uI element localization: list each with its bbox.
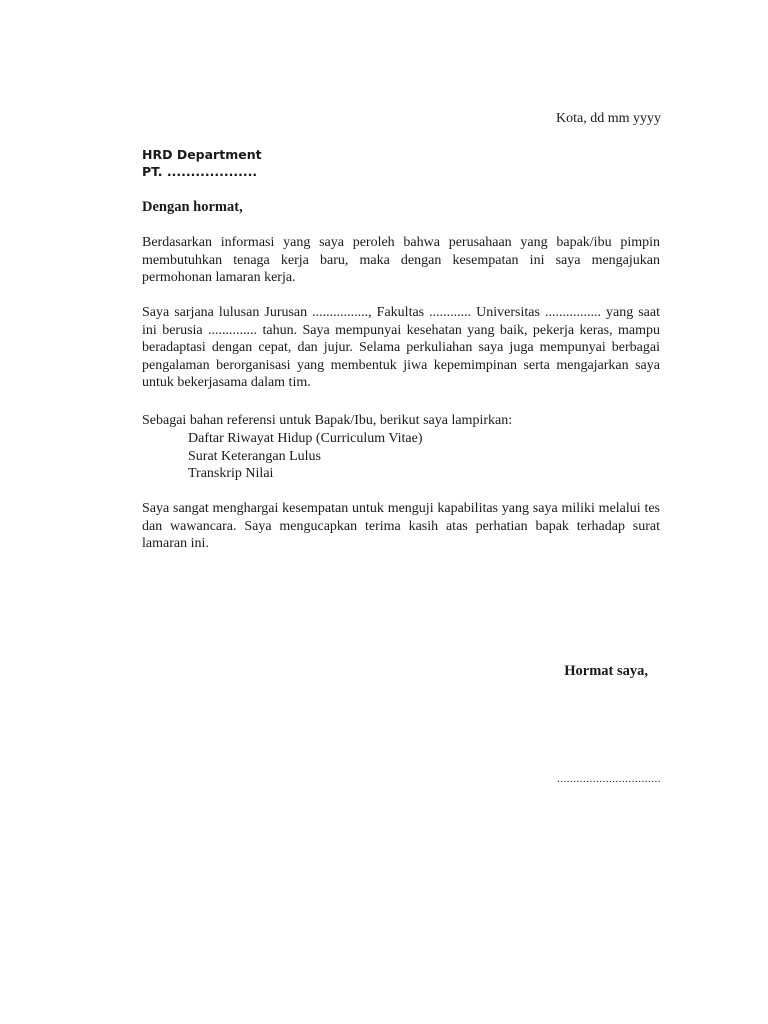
closing-phrase: Hormat saya,	[564, 663, 648, 679]
signature-line: ................................	[557, 773, 661, 785]
attachment-item: Transkrip Nilai	[188, 466, 274, 482]
salutation: Dengan hormat,	[142, 199, 243, 215]
paragraph-intro: Berdasarkan informasi yang saya peroleh bahwa perusahaan yang bapak/ibu pimpin membutuhkan tenaga kerja baru, maka dengan kesempatan ini saya mengajukan permohonan lamaran kerja.	[142, 235, 660, 286]
paragraph-qualifications: Saya sarjana lulusan Jurusan ................, Fakultas ............ Universitas ................ yang saat ini berusia .............. tahun. Saya mempunyai kesehatan yang baik, pekerja keras, mampu beradaptasi dengan cepat, dan jujur. Selama perkuliahan saya juga mempunyai berbagai pengalaman berorganisasi yang membentuk jiwa kepemimpinan serta mengajarkan saya untuk bekerjasama dalam tim.	[142, 305, 660, 391]
attachment-item: Surat Keterangan Lulus	[188, 448, 321, 464]
recipient-block	[142, 146, 262, 180]
paragraph-closing: Saya sangat menghargai kesempatan untuk menguji kapabilitas yang saya miliki melalui tes dan wawancara. Saya mengucapkan terima kasih atas perhatian bapak terhadap surat lamaran ini.	[142, 501, 660, 552]
recipient-company: PT. ...................	[142, 164, 258, 179]
attachment-item: Daftar Riwayat Hidup (Curriculum Vitae)	[188, 431, 423, 446]
recipient-department: HRD Department	[142, 147, 262, 162]
paragraph-attachments-intro: Sebagai bahan referensi untuk Bapak/Ibu, berikut saya lampirkan:	[142, 413, 513, 428]
date-line: Kota, dd mm yyyy	[556, 111, 661, 126]
attachment-list	[188, 430, 423, 483]
